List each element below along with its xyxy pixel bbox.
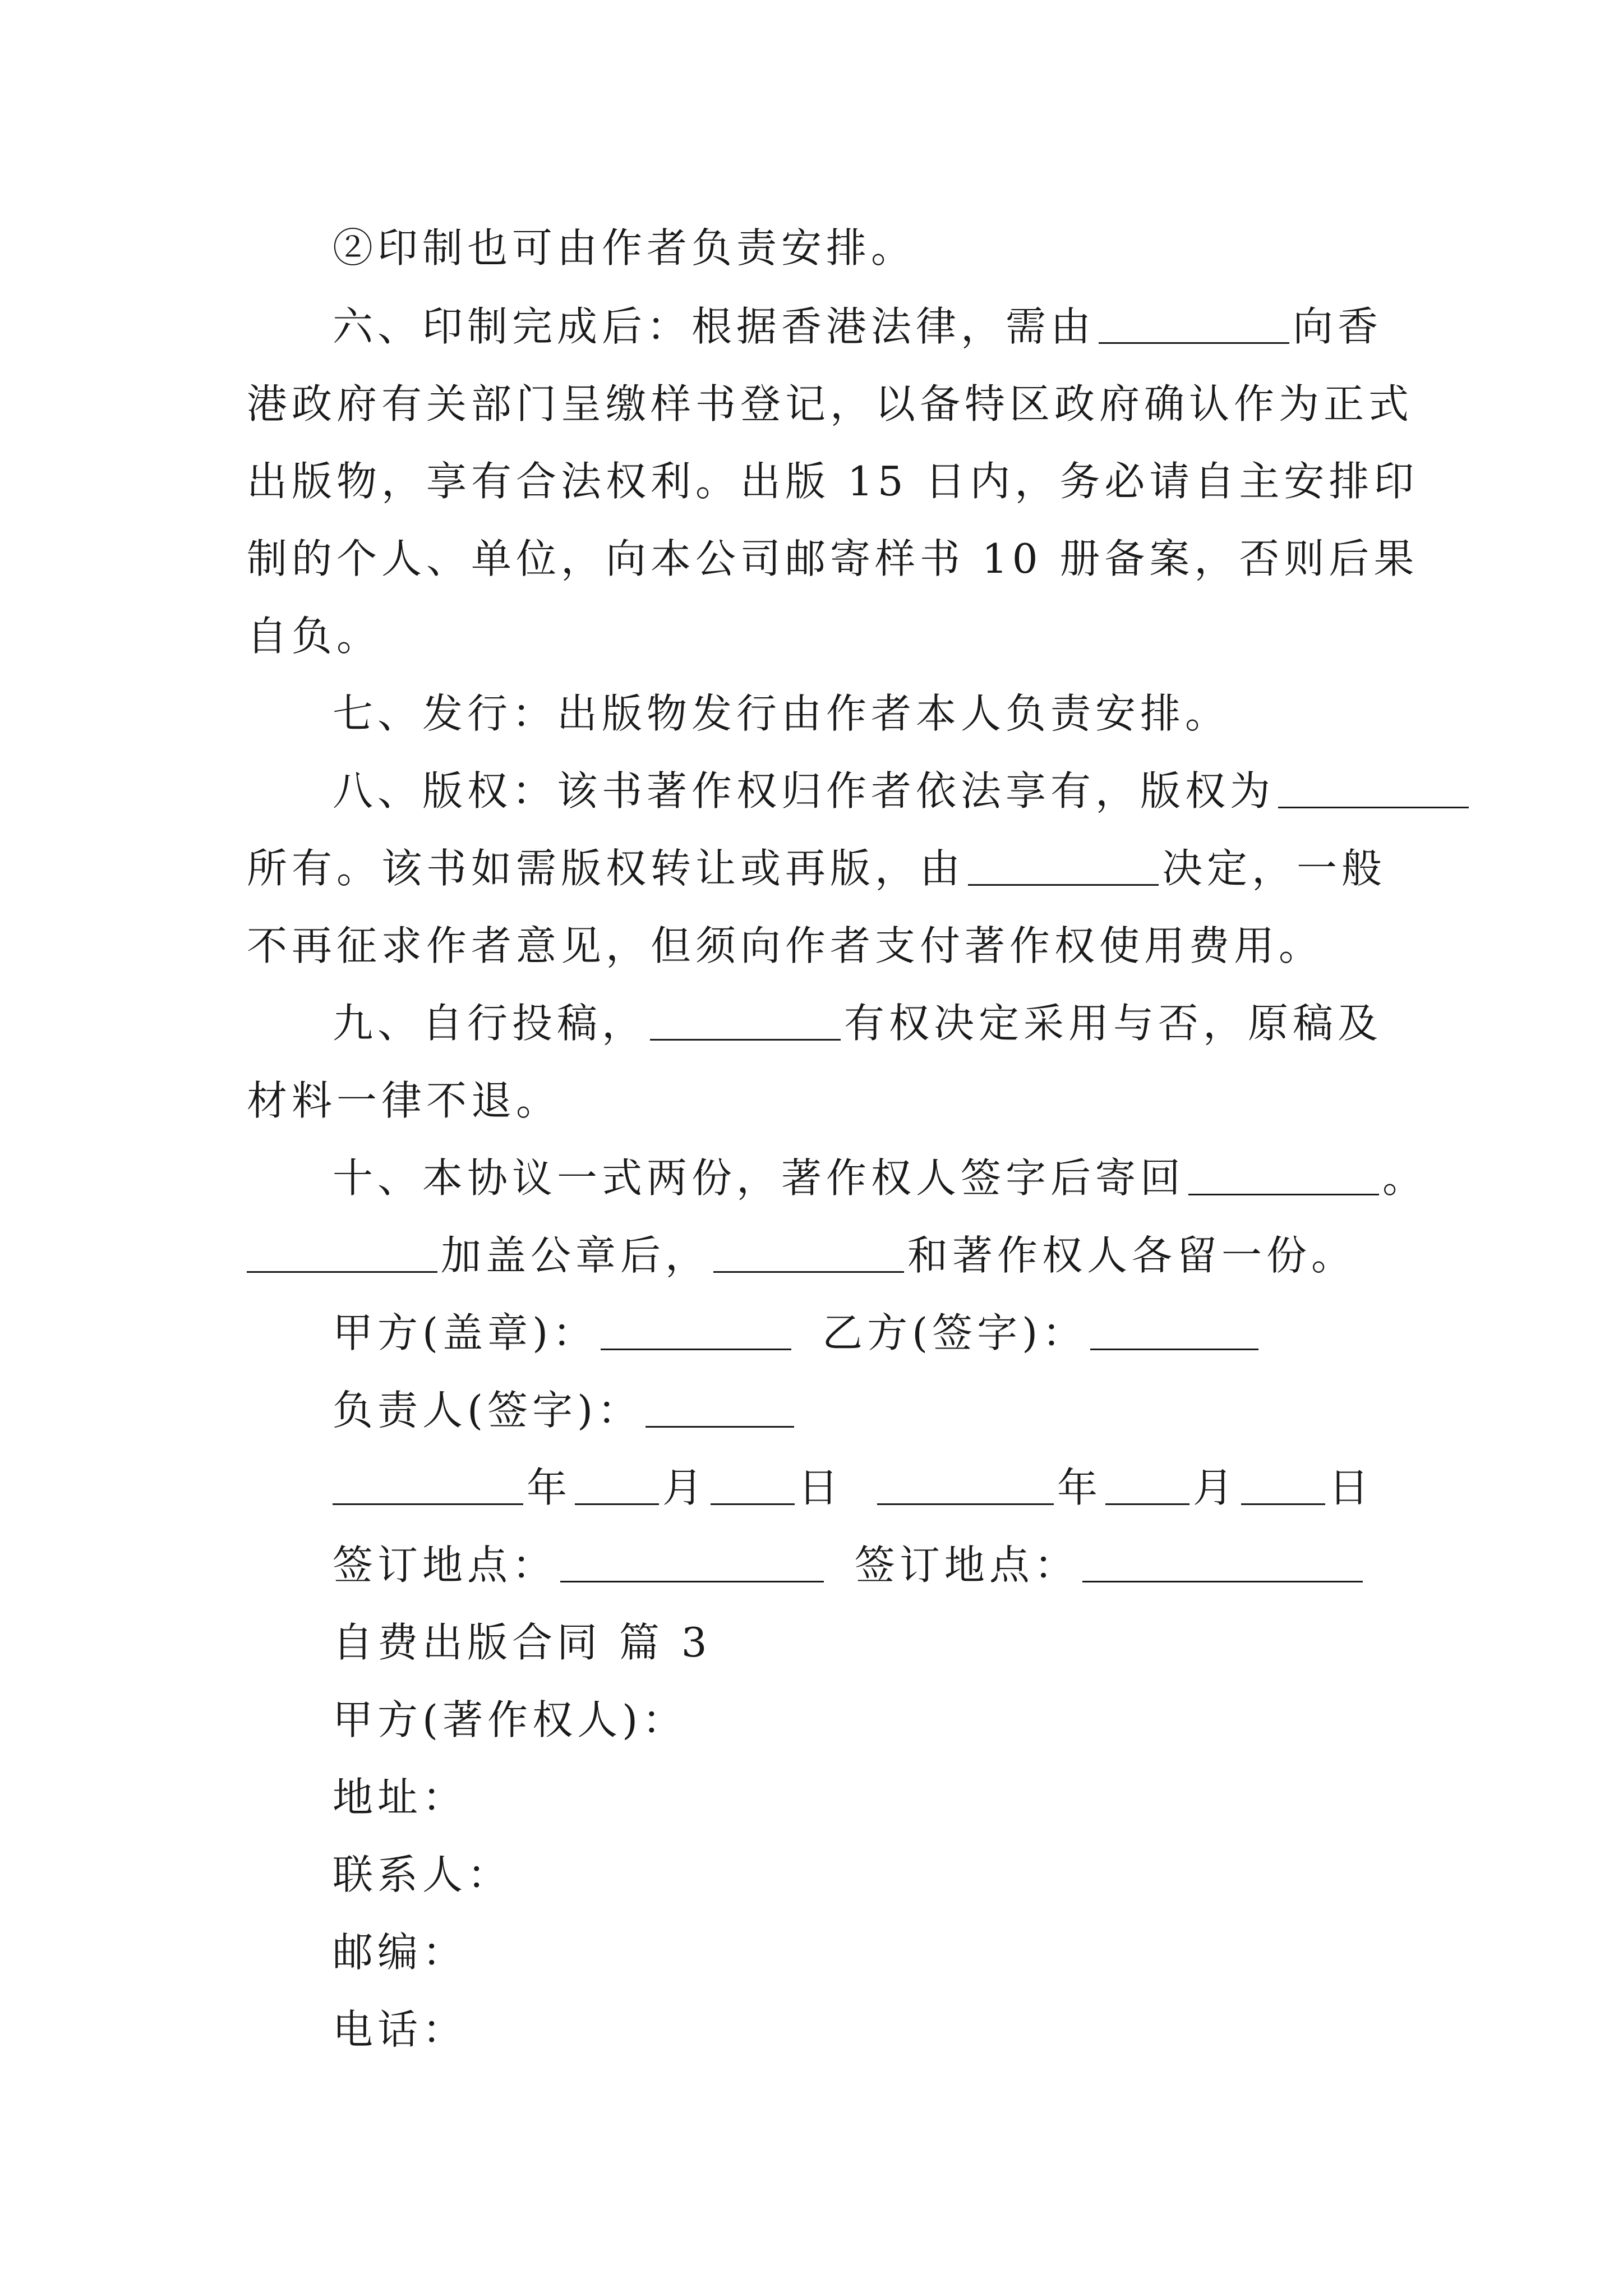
blank-field[interactable] (713, 1237, 904, 1273)
signing-place-row: 签订地点： 签订地点： (333, 1537, 1366, 1593)
clause-6-line-3: 出版物，享有合法权利。出版 15 日内，务必请自主安排印 (247, 458, 1419, 505)
clause-8-line-1: 八、版权：该书著作权归作者依法享有，版权为 (333, 763, 1472, 819)
party-a-seal-field[interactable] (601, 1315, 791, 1350)
clause-6-line-4: 制的个人、单位，向本公司邮寄样书 10 册备案，否则后果 (247, 535, 1419, 582)
signature-parties-row: 甲方(盖章)： 乙方(签字)： (333, 1305, 1262, 1361)
blank-field[interactable] (1278, 773, 1469, 808)
clause-9-line-1: 九、自行投稿， 有权决定采用与否，原稿及 (333, 1000, 1383, 1047)
clause-10-line-1: 十、本协议一式两份，著作权人签字后寄回 。 (333, 1154, 1428, 1202)
blank-field[interactable] (650, 1005, 841, 1041)
section-3-postcode: 邮编： (333, 1929, 468, 1976)
signing-place-field-b[interactable] (1082, 1547, 1363, 1582)
paragraph-printing-option-2: ②印制也可由作者负责安排。 (333, 224, 916, 272)
blank-field[interactable] (1099, 309, 1289, 344)
clause-6-line-1: 六、印制完成后：根据香港法律，需由 向香 (333, 303, 1383, 350)
day-field-a[interactable] (711, 1470, 795, 1505)
clause-8-line-2: 所有。该书如需版权转让或再版，由 决定，一般 (247, 845, 1387, 892)
day-field-b[interactable] (1241, 1470, 1325, 1505)
month-field-a[interactable] (575, 1470, 659, 1505)
section-3-party-a: 甲方(著作权人)： (333, 1696, 688, 1743)
blank-field[interactable] (1188, 1160, 1379, 1195)
clause-6-line-2: 港政府有关部门呈缴样书登记，以备特区政府确认作为正式 (247, 380, 1414, 427)
month-field-b[interactable] (1105, 1470, 1189, 1505)
signing-place-field-a[interactable] (560, 1547, 824, 1582)
year-field-a[interactable] (333, 1470, 523, 1505)
section-3-phone: 电话： (333, 2006, 468, 2053)
date-row: 年 月 日 年 月 日 (333, 1460, 1373, 1516)
section-3-address: 地址： (333, 1774, 468, 1821)
clause-7: 七、发行：出版物发行由作者本人负责安排。 (333, 690, 1230, 737)
year-field-b[interactable] (877, 1470, 1054, 1505)
clause-6-line-5: 自负。 (247, 613, 382, 660)
clause-10-line-2: 加盖公章后， 和著作权人各留一份。 (247, 1227, 1356, 1283)
responsible-sign-field[interactable] (645, 1392, 794, 1428)
section-3-contact: 联系人： (333, 1851, 513, 1898)
responsible-sign-row: 负责人(签字)： (333, 1382, 797, 1438)
section-3-title: 自费出版合同 篇 3 (333, 1619, 712, 1666)
clause-8-line-3: 不再征求作者意见，但须向作者支付著作权使用费用。 (247, 922, 1324, 969)
blank-field[interactable] (247, 1237, 437, 1273)
clause-9-line-2: 材料一律不退。 (247, 1077, 561, 1124)
blank-field[interactable] (968, 850, 1159, 886)
party-b-sign-field[interactable] (1090, 1315, 1258, 1350)
